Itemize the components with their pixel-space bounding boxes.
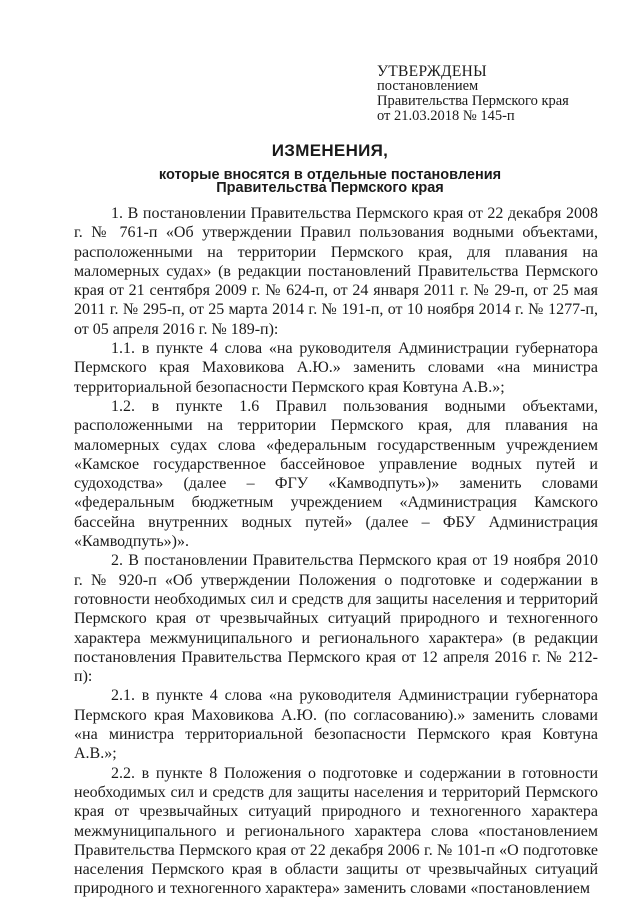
- document-subtitle-line-1: которые вносятся в отдельные постановления: [158, 167, 502, 183]
- paragraph-2: 2. В постановлении Правительства Пермского края от 19 ноября 2010 г. № 920-п «Об утверждении Положения о подготовке и содержании в готовности необходимых сил и средств для защиты населения и территорий Пермского края от чрезвычайных ситуаций природного и техногенного характера межмуниципального и регионального характера» (в редакции постановления Правительства Пермского края от 12 апреля 2016 г. № 212-п):: [74, 552, 598, 686]
- approval-line-3: от 21.03.2018 № 145-п: [377, 108, 515, 124]
- approval-stamp: [377, 64, 617, 124]
- document-title: ИЗМЕНЕНИЯ,: [271, 141, 389, 160]
- approval-title: УТВЕРЖДЕНЫ: [377, 63, 487, 80]
- paragraph-1-1: 1.1. в пункте 4 слова «на руководителя Администрации губернатора Пермского края Маховикова А.Ю.» заменить словами «на министра территориальной безопасности Пермского края Ковтуна А.В.»;: [74, 340, 598, 396]
- paragraph-1-2: 1.2. в пункте 1.6 Правил пользования водными объектами, расположенными на территории Пермского края, для плавания на маломерных судах слова «федеральным государственным учреждением «Камское государственное бассейновое управление водных путей и судоходства» (далее – ФГУ «Камводпуть»)» заменить словами «федеральным бюджетным учреждением «Администрация Камского бассейна внутренних водных путей» (далее – ФБУ Администрация «Камводпуть»)».: [74, 397, 598, 551]
- document-subtitle-line-2: Правительства Пермского края: [216, 180, 444, 196]
- paragraph-1: 1. В постановлении Правительства Пермского края от 22 декабря 2008 г. № 761-п «Об утверждении Правил пользования водными объектами, расположенными на территории Пермского края, для плавания на маломерных судах» (в редакции постановлений Правительства Пермского края от 21 сентября 2009 г. № 624-п, от 24 января 2011 г. № 29-п, от 25 мая 2011 г. № 295-п, от 25 марта 2014 г. № 191-п, от 10 ноября 2014 г. № 1277-п, от 05 апреля 2016 г. № 189-п):: [74, 205, 598, 338]
- document-body: [74, 204, 598, 899]
- paragraph-2-1: 2.1. в пункте 4 слова «на руководителя Администрации губернатора Пермского края Маховикова А.Ю. (по согласованию).» заменить словами «на министра территориальной безопасности Пермского края Ковтуна А.В.»;: [74, 687, 598, 763]
- approval-line-1: постановлением: [377, 78, 479, 94]
- paragraph-2-2: 2.2. в пункте 8 Положения о подготовке и содержании в готовности необходимых сил и средств для защиты населения и территорий Пермского края от чрезвычайных ситуаций природного и техногенного характера межмуниципального и регионального характера слова «постановлением Правительства Пермского края от 22 декабря 2006 г. № 101-п «О подготовке населения Пермского края в области защиты от чрезвычайных ситуаций природного и техногенного характера» заменить словами «постановлением: [74, 764, 598, 898]
- approval-line-2: Правительства Пермского края: [377, 93, 569, 109]
